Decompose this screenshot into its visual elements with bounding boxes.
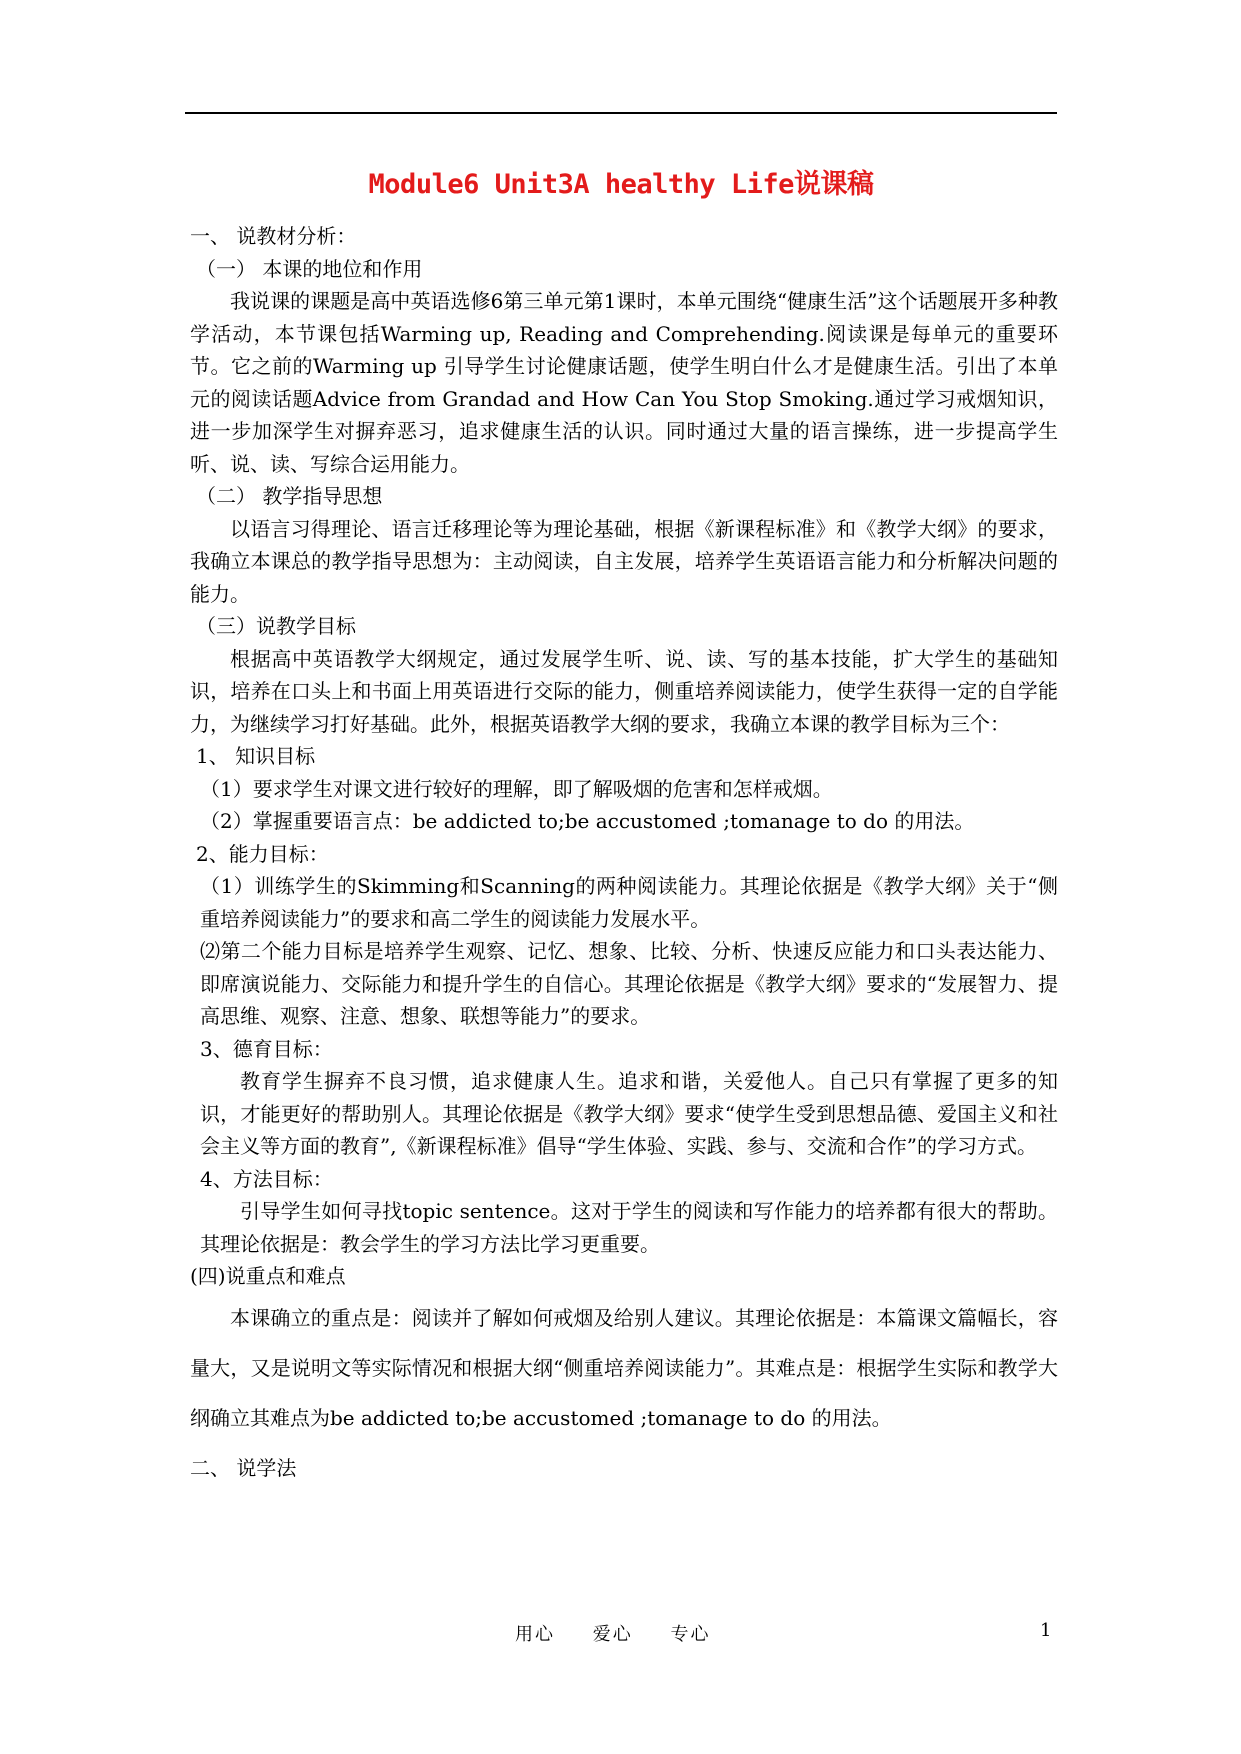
body-paragraph: 以语言习得理论、语言迁移理论等为理论基础，根据《新课程标准》和《教学大纲》的要求，我确立本课总的教学指导思想为：主动阅读，自主发展，培养学生英语语言能力和分析解决问题的能力。 — [190, 516, 1058, 606]
list-heading: 3、德育目标： — [200, 1036, 333, 1061]
subsection-heading: （三）说教学目标 — [196, 614, 356, 638]
list-item: （1）要求学生对课文进行较好的理解，即了解吸烟的危害和怎样戒烟。 — [200, 776, 833, 801]
section-heading-2: 二、 说学法 — [190, 1455, 297, 1480]
body-paragraph: 根据高中英语教学大纲规定，通过发展学生听、说、读、写的基本技能，扩大学生的基础知识，培养在口头上和书面上用英语进行交际的能力，侧重培养阅读能力，使学生获得一定的自学能力，为继续学习打好基础。此外，根据英语教学大纲的要求，我确立本课的教学目标为三个： — [190, 646, 1058, 736]
subsection-heading: (四)说重点和难点 — [190, 1264, 346, 1288]
body-paragraph: 教育学生摒弃不良习惯，追求健康人生。追求和谐，关爱他人。自己只有掌握了更多的知识，才能更好的帮助别人。其理论依据是《教学大纲》要求“使学生受到思想品德、爱国主义和社会主义等方面的教育”,《新课程标准》倡导“学生体验、实践、参与、交流和合作”的学习方式。 — [200, 1069, 1058, 1158]
list-heading: 4、方法目标： — [200, 1166, 333, 1191]
body-paragraph: 本课确立的重点是：阅读并了解如何戒烟及给别人建议。其理论依据是：本篇课文篇幅长，容量大，又是说明文等实际情况和根据大纲“侧重培养阅读能力”。其难点是：根据学生实际和教学大纲确立其难点为be addicted to;be accustomed ;tomanage to do 的用法。 — [190, 1305, 1058, 1430]
header-rule — [185, 112, 1057, 114]
document-body — [190, 220, 1058, 1493]
page-number: 1 — [1040, 1620, 1052, 1641]
list-item: （1）训练学生的Skimming和Scanning的两种阅读能力。其理论依据是《教学大纲》关于“侧重培养阅读能力”的要求和高二学生的阅读能力发展水平。 — [200, 874, 1058, 931]
subsection-heading: （一） 本课的地位和作用 — [196, 256, 423, 281]
page-footer: 用心 爱心 专心 — [515, 1624, 711, 1645]
body-paragraph: 引导学生如何寻找topic sentence。这对于学生的阅读和写作能力的培养都有很大的帮助。其理论依据是：教会学生的学习方法比学习更重要。 — [200, 1199, 1058, 1256]
document-title: Module6 Unit3A healthy Life说课稿 — [368, 169, 874, 200]
list-item: （2）掌握重要语言点：be addicted to;be accustomed ;tomanage to do 的用法。 — [200, 809, 975, 833]
list-item: ⑵第二个能力目标是培养学生观察、记忆、想象、比较、分析、快速反应能力和口头表达能力、即席演说能力、交际能力和提升学生的自信心。其理论依据是《教学大纲》要求的“发展智力、提高思维、观察、注意、想象、联想等能力”的要求。 — [200, 939, 1058, 1028]
list-heading: 1、 知识目标 — [196, 744, 316, 768]
subsection-heading: （二） 教学指导思想 — [196, 484, 383, 508]
section-heading-1: 一、 说教材分析： — [190, 224, 357, 248]
body-paragraph: 我说课的课题是高中英语选修6第三单元第1课时，本单元围绕“健康生活”这个话题展开多种教学活动，本节课包括Warming up, Reading and Comprehending.阅读课是每单元的重要环节。它之前的Warming up 引导学生讨论健康话题，使学生明白什么才是健康生活。引出了本单元的阅读话题Advice from Grandad and How Can You Stop Smoking.通过学习戒烟知识，进一步加深学生对摒弃恶习，追求健康生活的认识。同时通过大量的语言操练，进一步提高学生听、说、读、写综合运用能力。 — [190, 289, 1058, 476]
list-heading: 2、能力目标： — [196, 841, 329, 866]
